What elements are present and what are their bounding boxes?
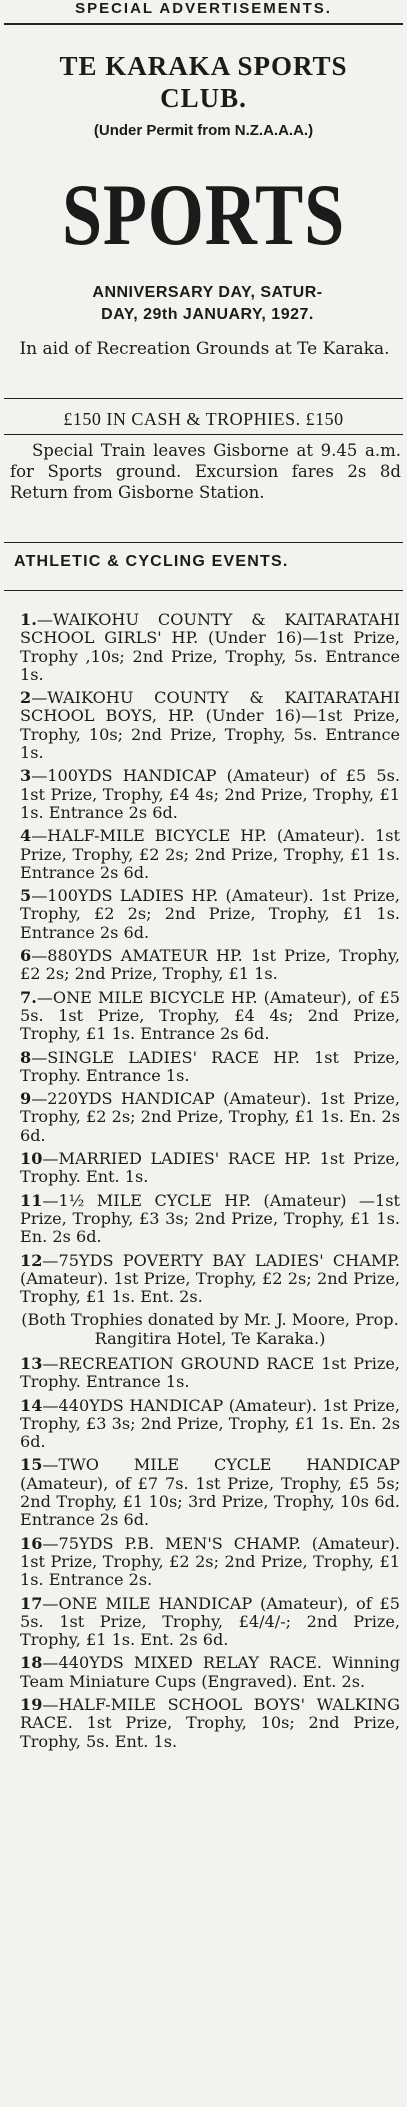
- events-list: [20, 611, 400, 1756]
- event-date-line2: DAY, 29th JANUARY, 1927.: [101, 306, 314, 323]
- event-text: —220YDS HANDICAP (Amateur). 1st Prize, Trophy, £2 2s; 2nd Prize, Trophy, £1 1s. En. 2s 6d.: [20, 1089, 400, 1145]
- event-text: —ONE MILE BICYCLE HP. (Amateur), of £5 5s. 1st Prize, Trophy, £4 4s; 2nd Prize, Trophy, £1 1s. Entrance 2s 6d.: [20, 987, 400, 1044]
- event-number: 13: [20, 1353, 43, 1373]
- event-item: [20, 767, 400, 822]
- event-item: [20, 1252, 400, 1307]
- event-item: [20, 1090, 400, 1145]
- event-number: 9: [20, 1089, 32, 1109]
- event-number: 7.: [20, 987, 37, 1007]
- event-item: [20, 1049, 400, 1086]
- event-text: —MARRIED LADIES' RACE HP. 1st Prize, Trophy. Ent. 1s.: [20, 1149, 400, 1187]
- event-number: 10: [20, 1149, 43, 1169]
- event-item: [20, 989, 400, 1044]
- event-item: [20, 1595, 400, 1650]
- event-number: 1.: [20, 610, 37, 629]
- event-number: 11: [20, 1190, 43, 1210]
- event-item: [20, 1654, 400, 1691]
- event-item: [20, 1192, 400, 1247]
- event-number: 6: [20, 946, 32, 966]
- event-item: [20, 1150, 400, 1187]
- prize-total: £150 IN CASH & TROPHIES. £150: [63, 409, 344, 429]
- event-text: —RECREATION GROUND RACE 1st Prize, Trophy. Entrance 1s.: [20, 1353, 400, 1392]
- event-number: 5: [20, 886, 32, 906]
- event-text: —75YDS P.B. MEN'S CHAMP. (Amateur). 1st Prize, Trophy, £2 2s; 2nd Prize, Trophy, £1 1s. Entrance 2s.: [20, 1533, 400, 1590]
- event-item: [20, 1397, 400, 1452]
- event-number: 18: [20, 1653, 43, 1673]
- train-notice: Special Train leaves Gisborne at 9.45 a.m. for Sports ground. Excursion fares 2s 8d Return from Gisborne Station.: [10, 441, 401, 502]
- club-name-line2: CLUB.: [160, 83, 247, 113]
- event-text: —HALF-MILE BICYCLE HP. (Amateur). 1st Prize, Trophy, £2 2s; 2nd Prize, Trophy, £1 1s. Entrance 2s 6d.: [20, 826, 400, 882]
- event-item: [20, 947, 400, 984]
- event-item: [20, 689, 400, 762]
- section-banner: SPECIAL ADVERTISEMENTS.: [75, 0, 332, 17]
- event-text: —SINGLE LADIES' RACE HP. 1st Prize, Trophy. Entrance 1s.: [20, 1047, 400, 1085]
- event-number: 3: [20, 766, 32, 786]
- event-number: 16: [20, 1533, 43, 1553]
- club-name-line1: TE KARAKA SPORTS: [59, 51, 348, 81]
- permit-line: (Under Permit from N.Z.A.A.A.): [93, 122, 314, 139]
- event-text: (Both Trophies donated by Mr. J. Moore, Prop. Rangitira Hotel, Te Karaka.): [21, 1310, 399, 1348]
- event-text: —ONE MILE HANDICAP (Amateur), of £5 5s. 1st Prize, Trophy, £4/4/-; 2nd Prize, Trophy, £1 1s. Ent. 2s 6d.: [20, 1593, 400, 1650]
- event-number: 12: [20, 1250, 43, 1270]
- divider-3: [4, 542, 403, 543]
- event-text: —WAIKOHU COUNTY & KAITARATAHI SCHOOL GIRLS' HP. (Under 16)—1st Prize, Trophy ,10s; 2nd Prize, Trophy, 5s. Entrance 1s.: [20, 610, 400, 684]
- event-number: 14: [20, 1395, 43, 1415]
- event-text: —880YDS AMATEUR HP. 1st Prize, Trophy, £2 2s; 2nd Prize, Trophy, £1 1s.: [20, 946, 400, 984]
- event-text: —440YDS HANDICAP (Amateur). 1st Prize, Trophy, £3 3s; 2nd Prize, Trophy, £1 1s. En. 2s 6d.: [20, 1395, 400, 1452]
- divider-2: [4, 434, 403, 435]
- event-text: —WAIKOHU COUNTY & KAITARATAHI SCHOOL BOYS, HP. (Under 16)—1st Prize, Trophy, 10s; 2nd Prize, Trophy, 5s. Entrance 1s.: [20, 688, 400, 763]
- divider-4: [4, 590, 403, 591]
- event-item: [20, 1696, 400, 1751]
- event-text: —TWO MILE CYCLE HANDICAP (Amateur), of £7 7s. 1st Prize, Trophy, £5 5s; 2nd Trophy, £1 10s; 3rd Prize, Trophy, 10s 6d. Entrance 2s 6d.: [20, 1455, 400, 1530]
- event-text: —440YDS MIXED RELAY RACE. Winning Team Miniature Cups (Engraved). Ent. 2s.: [20, 1653, 400, 1691]
- event-number: 17: [20, 1593, 43, 1613]
- event-number: 19: [20, 1695, 43, 1715]
- events-heading: ATHLETIC & CYCLING EVENTS.: [14, 553, 289, 570]
- event-number: 8: [20, 1047, 32, 1067]
- event-number: 15: [20, 1455, 43, 1475]
- event-text: —HALF-MILE SCHOOL BOYS' WALKING RACE. 1st Prize, Trophy, 10s; 2nd Prize, Trophy, 5s. Ent. 1s.: [20, 1695, 400, 1751]
- headline-title: SPORTS: [61, 167, 346, 264]
- event-number: 2: [20, 688, 32, 708]
- event-text: —1½ MILE CYCLE HP. (Amateur) —1st Prize, Trophy, £3 3s; 2nd Prize, Trophy, £1 1s. En. 2s 6d.: [20, 1190, 400, 1247]
- event-date: [18, 282, 397, 326]
- event-text: —100YDS HANDICAP (Amateur) of £5 5s. 1st Prize, Trophy, £4 4s; 2nd Prize, Trophy, £1 1s. Entrance 2s 6d.: [20, 766, 400, 822]
- charity-note: In aid of Recreation Grounds at Te Karaka.: [19, 339, 390, 359]
- event-item: [20, 1535, 400, 1590]
- event-text: —100YDS LADIES HP. (Amateur). 1st Prize, Trophy, £2 2s; 2nd Prize, Trophy, £1 1s. Entrance 2s 6d.: [20, 886, 400, 942]
- divider-1: [4, 398, 403, 399]
- top-divider: [4, 23, 403, 25]
- event-date-line1: ANNIVERSARY DAY, SATUR-: [92, 284, 323, 301]
- event-item: [20, 887, 400, 942]
- event-note: [20, 1311, 400, 1350]
- event-item: [20, 1355, 400, 1392]
- event-item: [20, 611, 400, 684]
- event-number: 4: [20, 826, 32, 846]
- club-name: [0, 50, 407, 114]
- event-item: [20, 827, 400, 882]
- event-item: [20, 1456, 400, 1529]
- event-text: —75YDS POVERTY BAY LADIES' CHAMP. (Amateur). 1st Prize, Trophy, £2 2s; 2nd Prize, Trophy, £1 1s. Ent. 2s.: [20, 1250, 400, 1307]
